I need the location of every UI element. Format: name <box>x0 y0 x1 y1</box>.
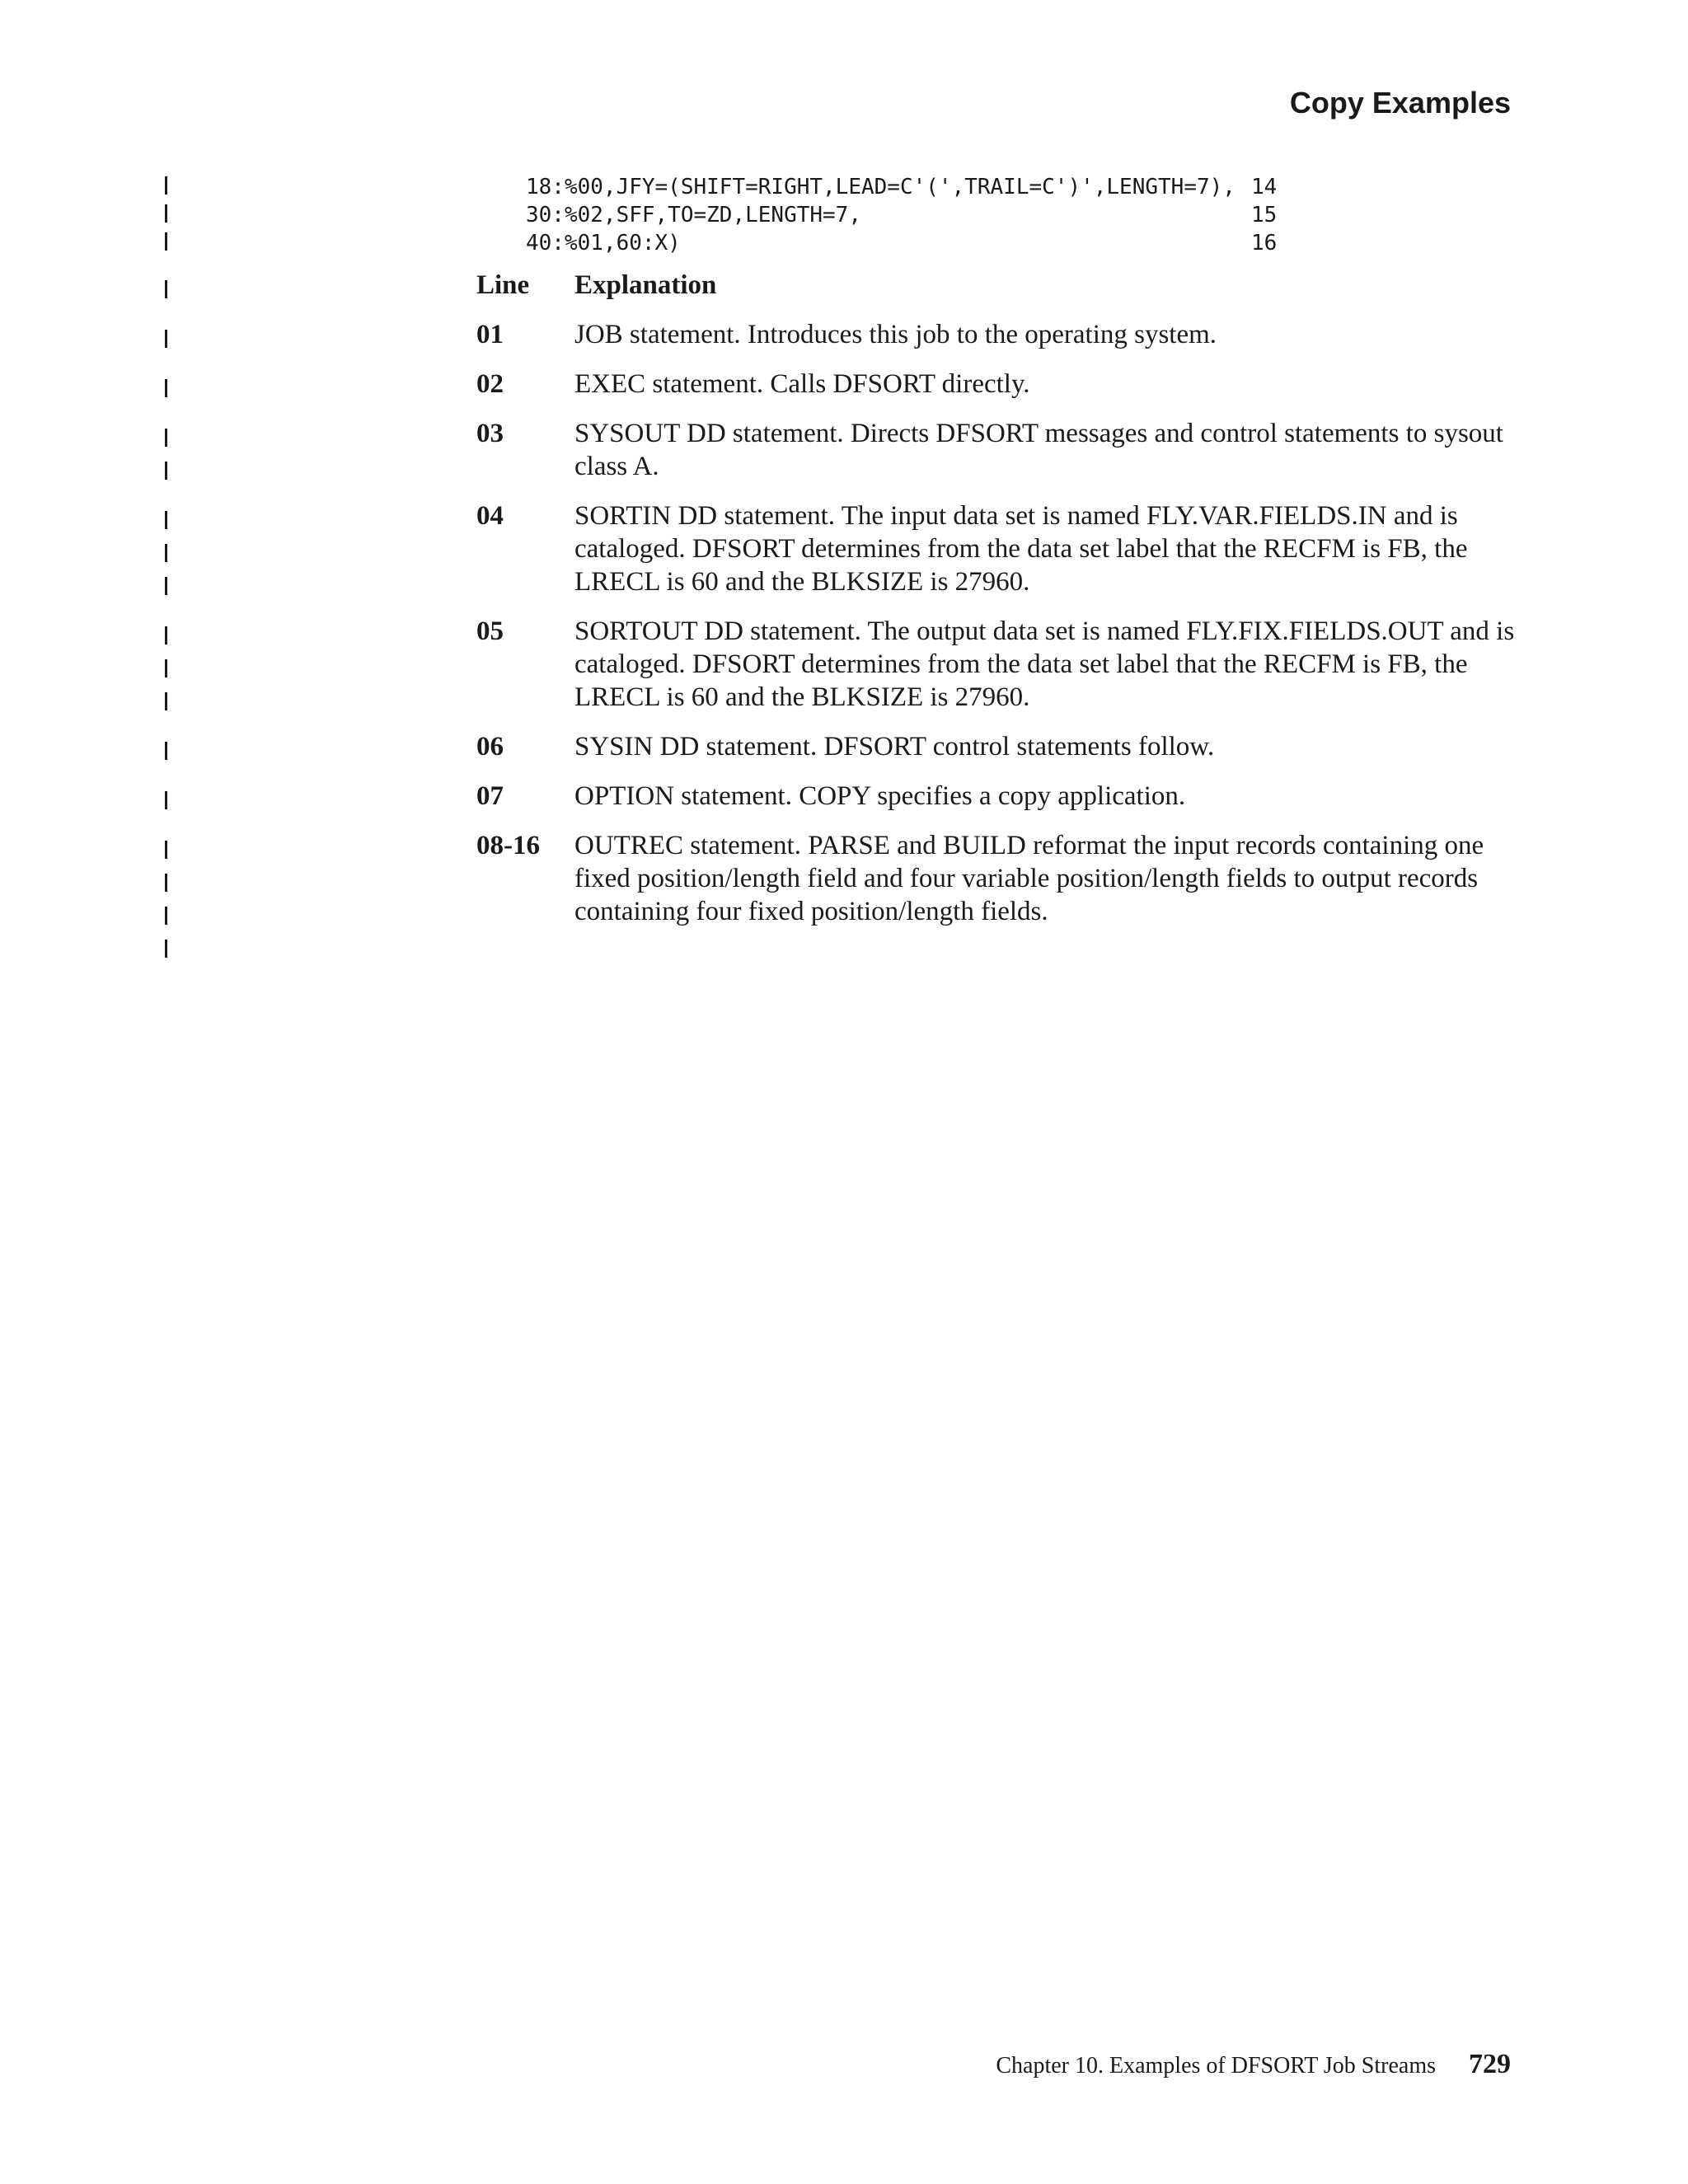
line-explanation: EXEC statement. Calls DFSORT directly. <box>574 369 1030 399</box>
line-number: 07 <box>476 781 504 811</box>
code-line-number: 15 <box>1251 203 1278 227</box>
page-number: 729 <box>1469 2049 1511 2079</box>
code-line-text: 40:%01,60:X) <box>526 231 681 255</box>
line-number: 01 <box>476 320 504 349</box>
line-column-header: Line <box>476 270 530 300</box>
revision-bar <box>165 232 167 251</box>
code-line <box>526 201 1278 229</box>
revision-bar <box>165 940 167 958</box>
explanation-row <box>476 829 1515 928</box>
footer-chapter-title: Chapter 10. Examples of DFSORT Job Streams <box>996 2053 1436 2079</box>
explanation-column-header: Explanation <box>574 270 717 300</box>
explanation-row <box>476 730 1515 763</box>
line-explanation: SYSOUT DD statement. Directs DFSORT messages and control statements to sysout class A. <box>574 419 1503 481</box>
revision-bar <box>165 462 167 480</box>
revision-bar <box>165 692 167 710</box>
line-explanation: OPTION statement. COPY specifies a copy application. <box>574 781 1186 811</box>
line-number: 08-16 <box>476 831 540 860</box>
explanation-row <box>476 417 1515 483</box>
explanation-row <box>476 615 1515 714</box>
revision-bar <box>165 742 167 760</box>
explanation-row <box>476 368 1515 401</box>
explanation-row <box>476 318 1515 351</box>
page-footer <box>996 2049 1511 2080</box>
line-number: 06 <box>476 732 504 762</box>
revision-bar <box>165 176 167 194</box>
line-explanation: OUTREC statement. PARSE and BUILD reformat the input records containing one fixed position/length field and four variable position/length fields to output records containing four fixed position/length fields. <box>574 831 1484 926</box>
line-number: 04 <box>476 501 504 531</box>
revision-bar <box>165 907 167 925</box>
revision-bar <box>165 429 167 447</box>
explanation-row <box>476 780 1515 813</box>
revision-bar <box>165 577 167 595</box>
line-explanation: SORTOUT DD statement. The output data set is named FLY.FIX.FIELDS.OUT and is cataloged. DFSORT determines from the data set label that the RECFM is FB, the LRECL is 60 and the BLKSIZE is 27960. <box>574 616 1515 712</box>
line-number: 03 <box>476 419 504 448</box>
code-block <box>526 173 1278 257</box>
line-explanation: SORTIN DD statement. The input data set is named FLY.VAR.FIELDS.IN and is cataloged. DFSORT determines from the data set label that the RECFM is FB, the LRECL is 60 and the BLKSIZE is 27960. <box>574 501 1468 597</box>
revision-bar <box>165 626 167 644</box>
code-line-number: 16 <box>1251 231 1278 255</box>
revision-bar <box>165 791 167 809</box>
code-line <box>526 173 1278 201</box>
revision-bar <box>165 874 167 892</box>
page-header-title: Copy Examples <box>1289 86 1511 120</box>
code-line-text: 18:%00,JFY=(SHIFT=RIGHT,LEAD=C'(',TRAIL=C')',LENGTH=7), <box>526 175 1236 199</box>
revision-bar <box>165 511 167 529</box>
revision-bar <box>165 280 167 298</box>
revision-bar <box>165 330 167 348</box>
revision-bar <box>165 841 167 859</box>
revision-bar <box>165 379 167 397</box>
revision-bar <box>165 659 167 677</box>
revision-bar <box>165 204 167 223</box>
explanation-row <box>476 499 1515 598</box>
line-explanation: JOB statement. Introduces this job to the operating system. <box>574 320 1217 349</box>
revision-bar <box>165 544 167 562</box>
code-line-number: 14 <box>1251 175 1278 199</box>
code-line <box>526 229 1278 257</box>
line-explanation: SYSIN DD statement. DFSORT control statements follow. <box>574 732 1215 762</box>
line-number: 05 <box>476 616 504 646</box>
code-line-text: 30:%02,SFF,TO=ZD,LENGTH=7, <box>526 203 861 227</box>
line-number: 02 <box>476 369 504 399</box>
explanation-list <box>476 269 1515 944</box>
explanation-header <box>476 269 1515 302</box>
